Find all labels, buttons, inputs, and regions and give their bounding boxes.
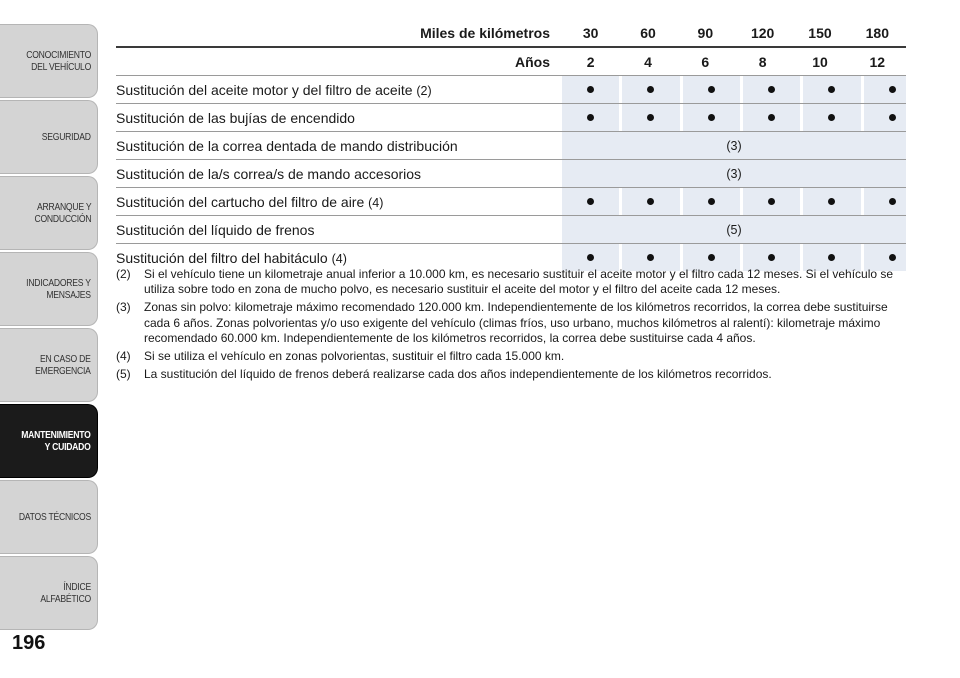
header-km-cell: 30 <box>582 25 599 41</box>
bullet-icon <box>708 254 715 261</box>
bullet-icon <box>647 198 654 205</box>
bullet-icon <box>768 254 775 261</box>
interval-cell <box>740 188 800 215</box>
bullet-icon <box>587 198 594 205</box>
bullet-icon <box>708 86 715 93</box>
tab-arranque[interactable] <box>0 176 98 250</box>
tab-label: SEGURIDAD <box>42 131 91 143</box>
footnote <box>116 267 908 297</box>
bullet-icon <box>828 198 835 205</box>
row-label <box>116 138 562 154</box>
interval-cell <box>680 104 740 131</box>
footnotes <box>116 267 908 385</box>
header-years-cell: 6 <box>701 53 710 70</box>
row-label-text: Sustitución de las bujías de encendido <box>116 109 355 126</box>
interval-cell <box>800 76 860 103</box>
tab-label: CONOCIMIENTO DEL VEHÍCULO <box>26 49 91 73</box>
bullet-icon <box>587 254 594 261</box>
footnote-text: Zonas sin polvo: kilometraje máximo recomendado 120.000 km. Independientemente de los kilómetros recorridos, la correa debe sustituirse cada 6 años. Zonas polvorientas y/o uso exigente del vehículo (climas fríos, uso urbano, muchos kilómetros al ralentí): kilometraje máximo recomendado 60.000 km. Independientemente de los kilómetros recorridos, la correa debe sustituirse cada 4 años. <box>144 300 888 345</box>
bullet-icon <box>828 254 835 261</box>
bullet-icon <box>708 198 715 205</box>
bullet-icon <box>708 114 715 121</box>
footnote-text: Si se utiliza el vehículo en zonas polvorientas, sustituir el filtro cada 15.000 km. <box>144 349 565 364</box>
row-label <box>116 250 562 266</box>
row-label <box>116 194 562 210</box>
bullet-icon <box>889 254 896 261</box>
row-footnote-ref: (4) <box>368 195 384 210</box>
bullet-icon <box>587 114 594 121</box>
row-label-text: Sustitución del filtro del habitáculo <box>116 249 328 266</box>
header-km-cell: 60 <box>640 25 656 41</box>
tab-label: ÍNDICE ALFABÉTICO <box>40 581 91 605</box>
header-row-km <box>116 20 906 48</box>
bullet-icon <box>828 114 835 121</box>
bullet-icon <box>647 114 654 121</box>
header-years-cells <box>562 48 906 75</box>
footnote <box>116 367 908 382</box>
row-label-text: Sustitución del aceite motor y del filtro de aceite <box>116 81 413 98</box>
bullet-icon <box>587 86 594 93</box>
footnote-number: (3) <box>116 300 131 315</box>
tab-label: ARRANQUE Y CONDUCCIÓN <box>34 201 91 225</box>
interval-cell <box>619 104 679 131</box>
page-number: 196 <box>12 632 46 654</box>
bullet-icon <box>768 114 775 121</box>
header-km-cells <box>562 20 906 46</box>
bullet-icon <box>889 198 896 205</box>
interval-cell <box>680 76 740 103</box>
row-footnote-ref: (4) <box>331 251 347 266</box>
header-km-cell: 150 <box>808 25 832 41</box>
table-row <box>116 187 906 215</box>
header-years-cell: 8 <box>758 53 767 70</box>
tab-emergencia[interactable] <box>0 328 98 402</box>
interval-cell <box>861 104 921 131</box>
interval-cell <box>800 188 860 215</box>
row-label-text: Sustitución del líquido de frenos <box>116 221 315 238</box>
tab-label: EN CASO DE EMERGENCIA <box>35 353 91 377</box>
table-row <box>116 131 906 159</box>
interval-cell <box>562 76 619 103</box>
footnote <box>116 300 908 346</box>
bullet-icon <box>647 254 654 261</box>
footnote-text: La sustitución del líquido de frenos deberá realizarse cada dos años independientemente de los kilómetros recorridos. <box>144 367 772 382</box>
row-label <box>116 110 562 126</box>
header-years-cell: 4 <box>644 53 652 70</box>
header-years-cell: 2 <box>586 53 595 70</box>
row-footnote-ref: (2) <box>416 83 432 98</box>
row-interval-cells <box>562 188 906 215</box>
chapter-sidebar <box>0 0 100 640</box>
tab-mantenimiento[interactable] <box>0 404 98 478</box>
bullet-icon <box>768 86 775 93</box>
header-km-cell: 90 <box>697 25 714 41</box>
interval-note-cell: (3) <box>562 132 906 159</box>
table-row <box>116 159 906 187</box>
header-row-years <box>116 48 906 75</box>
row-interval-cells <box>562 104 906 131</box>
footnote-number: (4) <box>116 349 131 364</box>
interval-cell <box>562 104 619 131</box>
tab-conocimiento[interactable] <box>0 24 98 98</box>
row-label-text: Sustitución de la correa dentada de mando distribución <box>116 137 458 154</box>
header-years-cell: 12 <box>869 53 886 70</box>
bullet-icon <box>647 86 654 93</box>
interval-cell <box>680 188 740 215</box>
header-km-label: Miles de kilómetros <box>420 25 550 41</box>
row-label <box>116 166 562 182</box>
interval-cell <box>861 188 921 215</box>
row-label-text: Sustitución del cartucho del filtro de aire <box>116 193 365 210</box>
row-interval-cells <box>562 76 906 103</box>
header-km-cell: 180 <box>865 25 889 41</box>
interval-cell <box>800 104 860 131</box>
footnote <box>116 349 908 364</box>
tab-indicadores[interactable] <box>0 252 98 326</box>
tab-datos-tecnicos[interactable] <box>0 480 98 554</box>
interval-cell <box>562 188 619 215</box>
bullet-icon <box>889 86 896 93</box>
header-years-cell: 10 <box>812 53 828 70</box>
header-years-label: Años <box>515 53 550 70</box>
tab-indice[interactable] <box>0 556 98 630</box>
table-row <box>116 75 906 103</box>
row-label-text: Sustitución de la/s correa/s de mando accesorios <box>116 165 422 182</box>
tab-seguridad[interactable] <box>0 100 98 174</box>
table-row <box>116 215 906 243</box>
tab-label: DATOS TÉCNICOS <box>18 511 91 523</box>
footnote-number: (2) <box>116 267 131 281</box>
table-row <box>116 103 906 131</box>
interval-note-cell: (3) <box>562 160 906 187</box>
bullet-icon <box>889 114 896 121</box>
bullet-icon <box>828 86 835 93</box>
interval-cell <box>740 76 800 103</box>
tab-label: INDICADORES Y MENSAJES <box>26 277 91 301</box>
footnote-number: (5) <box>116 367 131 382</box>
bullet-icon <box>768 198 775 205</box>
header-km-cell: 120 <box>750 25 775 41</box>
interval-cell <box>619 76 679 103</box>
interval-cell <box>740 104 800 131</box>
interval-cell <box>619 188 679 215</box>
interval-cell <box>861 76 921 103</box>
tab-label: MANTENIMIENTO Y CUIDADO <box>21 429 91 453</box>
row-label <box>116 222 562 238</box>
row-label <box>116 82 562 98</box>
interval-note-cell: (5) <box>562 216 906 243</box>
footnote-text: Si el vehículo tiene un kilometraje anual inferior a 10.000 km, es necesario sustituir el aceite motor y el filtro cada 12 meses. Si el vehículo se utiliza sobre todo en zona de mucho polvo, es necesario sustituir el aceite del motor y el filtro del aceite cada 12 meses. <box>144 267 894 297</box>
table-body <box>116 75 906 271</box>
maintenance-table <box>116 20 906 271</box>
